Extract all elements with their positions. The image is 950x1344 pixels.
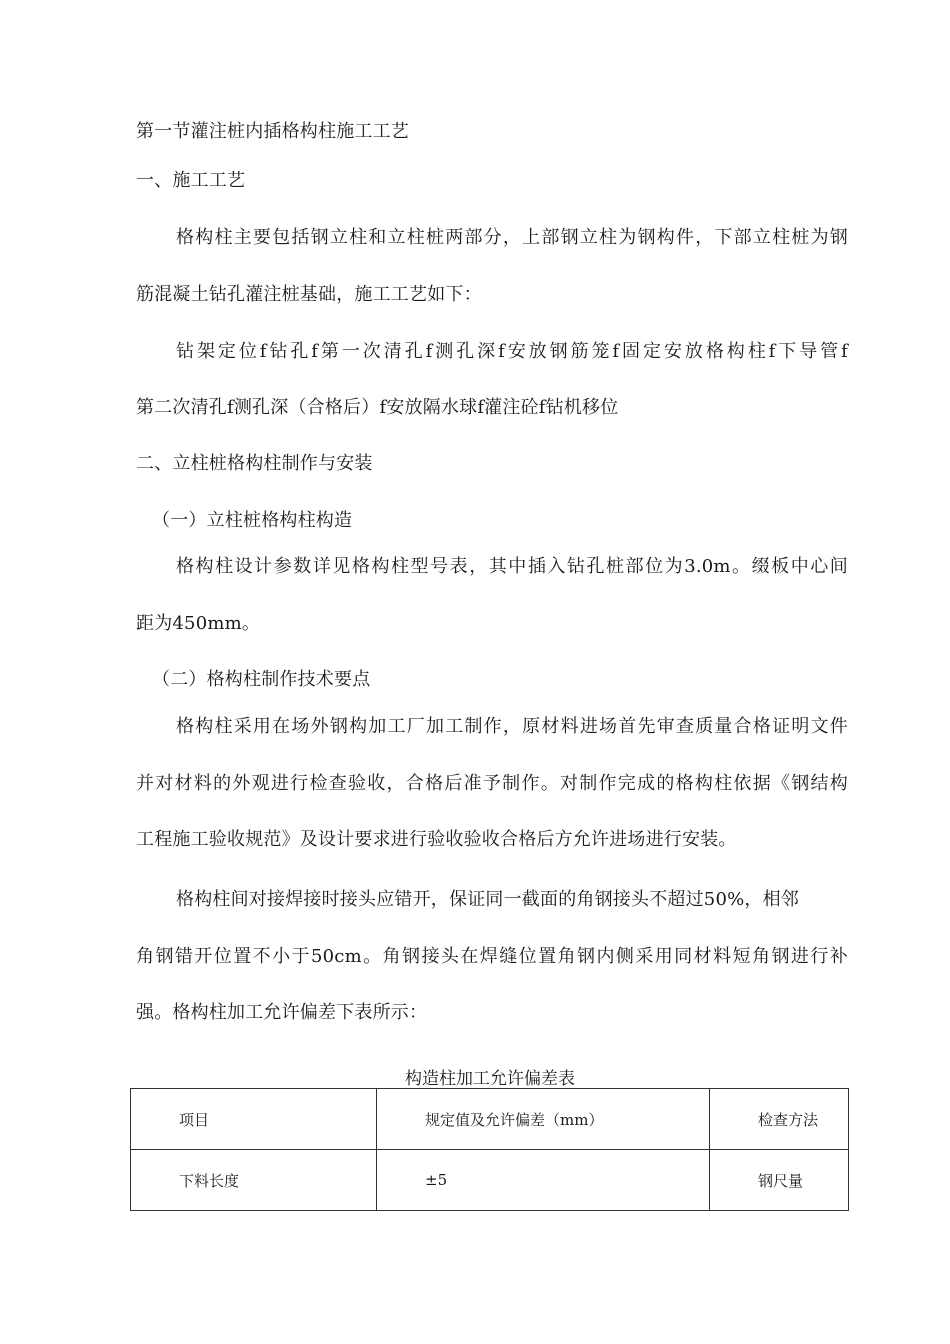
paragraph-line: 第二次清孔f测孔深（合格后）f安放隔水球f灌注砼f钻机移位 [136, 397, 619, 418]
subheading-column-structure: （一）立柱桩格构柱构造 [152, 510, 353, 531]
table-header-cell: 规定值及允许偏差（mm） [377, 1089, 710, 1150]
paragraph-line: 筋混凝土钻孔灌注桩基础，施工工艺如下： [136, 284, 482, 305]
paragraph-line: 距为450mm。 [136, 613, 261, 634]
table-row [131, 1150, 849, 1211]
heading-column-fabrication: 二、立柱桩格构柱制作与安装 [136, 453, 373, 474]
paragraph-line: 强。格构柱加工允许偏差下表所示： [136, 1002, 428, 1023]
table-header-row [131, 1089, 849, 1150]
table-header-cell: 项目 [131, 1089, 377, 1150]
tolerance-table [130, 1088, 849, 1211]
table-caption: 构造柱加工允许偏差表 [405, 1069, 575, 1089]
heading-construction-process: 一、施工工艺 [136, 170, 246, 191]
table-header-cell: 检查方法 [710, 1089, 849, 1150]
subheading-fabrication-points: （二）格构柱制作技术要点 [152, 669, 371, 690]
paragraph-line: 角钢错开位置不小于50cm。角钢接头在焊缝位置角钢内侧采用同材料短角钢进行补 [136, 946, 848, 967]
paragraph-line: 并对材料的外观进行检查验收，合格后准予制作。对制作完成的格构柱依据《钢结构 [136, 773, 848, 794]
paragraph-line: 钻架定位f钻孔f第一次清孔f测孔深f安放钢筋笼f固定安放格构柱f下导管f [176, 341, 848, 362]
paragraph-line: 格构柱采用在场外钢构加工厂加工制作，原材料进场首先审查质量合格证明文件 [176, 716, 848, 737]
table-cell: 下料长度 [131, 1150, 377, 1211]
section-title: 第一节灌注桩内插格构柱施工工艺 [136, 121, 409, 142]
paragraph-line: 工程施工验收规范》及设计要求进行验收验收合格后方允许进场进行安装。 [136, 829, 737, 850]
table-cell: 钢尺量 [710, 1150, 849, 1211]
table-cell: ±5 [377, 1150, 710, 1211]
paragraph-line: 格构柱间对接焊接时接头应错开，保证同一截面的角钢接头不超过50%，相邻 [176, 889, 800, 910]
paragraph-line: 格构柱设计参数详见格构柱型号表，其中插入钻孔桩部位为3.0m。缀板中心间 [176, 556, 848, 577]
paragraph-line: 格构柱主要包括钢立柱和立柱桩两部分，上部钢立柱为钢构件，下部立柱桩为钢 [176, 227, 848, 248]
